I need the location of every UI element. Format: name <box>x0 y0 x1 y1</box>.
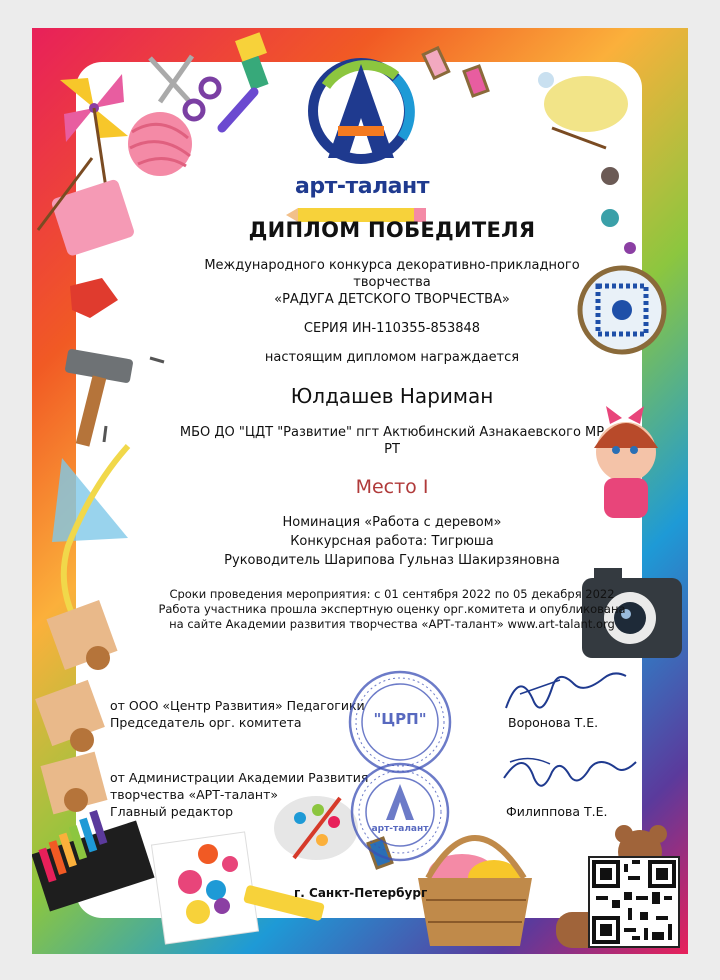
button-icon <box>601 167 619 185</box>
diploma-title: ДИПЛОМ ПОБЕДИТЕЛЯ <box>248 218 536 242</box>
pencils-box-icon <box>32 810 155 911</box>
stamp-art-talant-text: арт-талант <box>371 824 429 834</box>
knitted-hat-icon <box>538 72 628 148</box>
series-number: СЕРИЯ ИН-110355-853848 <box>303 321 481 336</box>
stamp-crp-text: "ЦРП" <box>373 710 427 728</box>
hammer-icon <box>64 348 164 446</box>
contest-name: «РАДУГА ДЕТСКОГО ТВОРЧЕСТВА» <box>274 292 510 307</box>
contest-line-2: творчества <box>353 275 431 290</box>
info-line-3: на сайте Академии развития творчества «АРТ-талант» www.art-talant.org <box>169 617 615 631</box>
signer-2-name: Филиппова Т.Е. <box>506 804 608 819</box>
supervisor: Руководитель Шарипова Гульназ Шакирзяновна <box>224 553 560 568</box>
doll-icon <box>594 406 658 518</box>
signature-org-2-line-1: от Администрации Академии Развития <box>110 770 369 785</box>
paint-brush-icon <box>222 32 269 128</box>
scissors-icon <box>150 56 219 119</box>
signature-org-2-line-3: Главный редактор <box>110 804 234 819</box>
pinwheel-icon <box>60 74 128 188</box>
triangle-ruler-icon <box>52 446 128 626</box>
stamp-art-talant-icon <box>348 760 452 864</box>
nomination: Номинация «Работа с деревом» <box>282 515 502 530</box>
winner-name: Юлдашев Нариман <box>290 384 494 408</box>
organization-line-1: МБО ДО "ЦДТ "Развитие" пгт Актюбинский Азнакаевского МР <box>179 425 605 440</box>
brand-name: арт-талант <box>295 174 429 199</box>
handwritten-signature-1 <box>500 664 630 724</box>
contest-work: Конкурсная работа: Тигрюша <box>290 534 494 549</box>
knitting-icon <box>38 158 136 257</box>
handwritten-signature-2 <box>500 748 640 804</box>
signature-org-1-line-2: Председатель орг. комитета <box>110 715 302 730</box>
bead-icon <box>624 242 636 254</box>
info-line-1: Сроки проведения мероприятия: с 01 сентября 2022 по 05 декабря 2022 <box>169 587 615 601</box>
art-card-icon <box>151 832 258 944</box>
signature-org-2-line-2: творчества «АРТ-талант» <box>110 787 279 802</box>
yarn-ball-icon <box>128 112 192 176</box>
signer-1-name: Воронова Т.Е. <box>508 715 599 730</box>
place-award: Место I <box>355 476 429 498</box>
thread-spool-icon <box>423 48 488 96</box>
origami-crab-icon <box>70 278 118 318</box>
art-talant-logo-icon <box>306 56 416 166</box>
wooden-train-icon <box>35 600 117 814</box>
stamp-art-talant <box>348 760 452 864</box>
info-line-2: Работа участника прошла экспертную оценку орг.комитета и опубликована <box>158 602 626 616</box>
brand-logo <box>306 56 416 166</box>
signature-org-1-line-1: от ООО «Центр Развития» Педагогики <box>110 698 365 713</box>
palette-icon <box>274 796 358 860</box>
qr-code-icon <box>592 860 676 944</box>
awarded-text: настоящим дипломом награждается <box>264 350 520 365</box>
contest-line-1: Международного конкурса декоративно-прикладного <box>204 258 580 273</box>
city: г. Санкт-Петербург <box>294 886 428 900</box>
diploma <box>32 28 688 954</box>
qr-code <box>588 856 680 948</box>
organization-line-2: РТ <box>384 442 400 457</box>
